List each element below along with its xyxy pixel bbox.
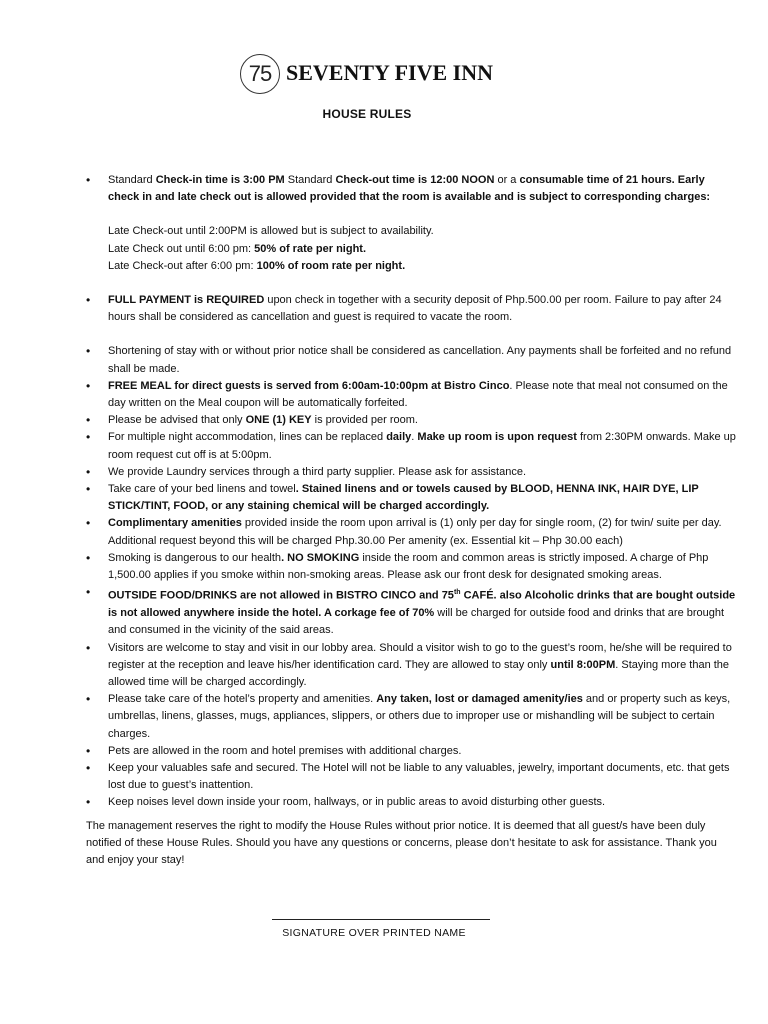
text-run: Late Check out until 6:00 pm: <box>108 242 255 255</box>
rule-text <box>108 343 738 377</box>
bold-text: consumable time of 21 hours. Early check in and late check out is allowed provided that the room is available and is subject to corresponding charges: <box>108 174 711 204</box>
rule-item <box>86 550 738 584</box>
rule-text <box>108 550 738 584</box>
brand-name: SEVENTY FIVE INN <box>286 60 494 85</box>
rule-text <box>108 640 738 692</box>
inn-logo: 75 <box>240 54 280 94</box>
text-run: Keep your valuables safe and secured. The Hotel will not be liable to any valuables, jewelry, important documents, etc. that gets lost due to guest’s inattention. <box>108 761 730 792</box>
rule-text <box>108 292 738 326</box>
rule-text <box>108 378 738 412</box>
signature-line <box>272 919 490 920</box>
rule-item <box>86 343 738 377</box>
rule-text <box>108 481 738 515</box>
text-run: from 2:30PM onwards. Make up room request cut off is at 5:00pm. <box>108 431 736 461</box>
text-run: We provide Laundry services through a third party supplier. Please ask for assistance. <box>108 465 527 478</box>
text-run: . <box>411 431 418 444</box>
text-run: Standard <box>284 174 336 186</box>
rule-text <box>108 429 738 463</box>
text-run: Late Check-out until 2:00PM is allowed but is subject to availability. <box>108 225 434 238</box>
bold-text: Check-out time is 12:00 NOON <box>335 174 495 186</box>
rule-item <box>86 292 738 326</box>
text-run: Please be advised that only <box>108 414 246 427</box>
rule-item <box>86 515 738 549</box>
text-run: Take care of your bed linens and towel <box>108 483 296 496</box>
rule-item <box>86 172 738 275</box>
bold-text: Complimentary amenities <box>108 517 242 530</box>
text-run: Shortening of stay with or without prior notice shall be considered as cancellation. Any payments shall be forfeited and no refund shall be made. <box>108 345 732 375</box>
document-title: HOUSE RULES <box>322 107 412 121</box>
text-run: or a <box>494 174 520 186</box>
closing-paragraph: The management reserves the right to modify the House Rules without prior notice. It is deemed that all guest/s have been duly notified of these House Rules. Should you have any questions or concerns, please don’t hesitate to ask for assistance. Thank you and enjoy your stay! <box>86 820 717 867</box>
bold-text: 100% of room rate per night. <box>256 259 406 272</box>
bold-text: FREE MEAL for direct guests is served from 6:00am-10:00pm at Bistro Cinco <box>108 379 510 392</box>
text-run: . Please note that meal not consumed on the day written on the Meal coupon will be automatically forfeited. <box>108 379 728 410</box>
rule-text <box>108 794 738 811</box>
rule-text <box>108 760 738 794</box>
bold-text: Make up room is upon request <box>417 431 577 444</box>
bold-text: OUTSIDE FOOD/DRINKS are not allowed in BISTRO CINCO and 75 <box>108 589 454 602</box>
late-checkout-line <box>108 241 738 258</box>
rule-item <box>86 481 738 515</box>
bold-text: Check-in time is 3:00 PM <box>155 174 285 186</box>
signature-label: SIGNATURE OVER PRINTED NAME <box>282 927 466 939</box>
text-run: For multiple night accommodation, lines can be replaced <box>108 431 387 444</box>
text-run: Visitors are welcome to stay and visit in our lobby area. Should a visitor wish to go to the guest’s room, he/she will be required to register at the reception and leave his/her identification card. They are allowed to stay only <box>108 641 732 671</box>
bold-text: th <box>453 589 461 597</box>
rules-list <box>86 172 738 812</box>
rule-item <box>86 464 738 481</box>
bold-text: CAFÉ. also Alcoholic drinks that are bought outside is not allowed anywhere inside the hotel. A corkage fee of 70% <box>108 589 736 620</box>
text-run: Keep noises level down inside your room, hallways, or in public areas to avoid disturbing other guests. <box>108 796 606 809</box>
rule-text <box>108 743 738 760</box>
bold-text: ONE (1) KEY <box>245 414 312 427</box>
text-run: Please take care of the hotel’s property and amenities. <box>108 693 377 706</box>
text-run: and or property such as keys, umbrellas, linens, glasses, mugs, appliances, slippers, or others due to improper use or mishandling will be subject to certain charges. <box>108 693 731 740</box>
text-run: Standard <box>108 174 156 186</box>
rule-item <box>86 429 738 463</box>
text-run: will be charged for outside food and drinks that are brought and consumed in the vicinity of the said areas. <box>108 607 725 637</box>
text-run: Late Check-out after 6:00 pm: <box>108 259 257 272</box>
text-run: provided inside the room upon arrival is (1) only per day for single room, (2) for twin/ suite per day. Additional request beyond this will be charged Php.30.00 Per amenity (ex. Essential kit – Php 30.00 each) <box>108 517 722 547</box>
bold-text: 50% of rate per night. <box>254 242 367 255</box>
rule-item <box>86 794 738 811</box>
text-run: is provided per room. <box>311 414 418 427</box>
rule-item <box>86 743 738 760</box>
rule-item <box>86 640 738 692</box>
rule-text <box>108 584 738 639</box>
rule-item <box>86 691 738 743</box>
rule-item <box>86 412 738 429</box>
rule-text <box>108 464 738 481</box>
header <box>240 54 540 96</box>
text-run: Pets are allowed in the room and hotel premises with additional charges. <box>108 744 462 757</box>
bold-text: . NO SMOKING <box>281 551 360 564</box>
late-checkout-details <box>108 223 738 275</box>
rule-text <box>108 691 738 743</box>
text-run: upon check in together with a security deposit of Php.500.00 per room. Failure to pay after 24 hours shall be considered as cancellation and guest is required to vacate the room. <box>108 294 722 324</box>
bold-text: . Stained linens and or towels caused by BLOOD, HENNA INK, HAIR DYE, LIP STICK/TINT, FOOD, or any staining chemical will be charged accordingly. <box>108 483 699 513</box>
rule-text <box>108 412 738 429</box>
rule-item <box>86 584 738 639</box>
text-run: . Staying more than the allowed time will be charged accordingly. <box>108 658 730 688</box>
bold-text: daily <box>386 431 412 444</box>
rule-item <box>86 760 738 794</box>
rule-item <box>86 378 738 412</box>
bold-text: until 8:00PM <box>550 658 616 671</box>
late-checkout-line <box>108 223 738 240</box>
bold-text: FULL PAYMENT is REQUIRED <box>108 294 265 307</box>
rule-text <box>108 172 738 206</box>
rule-text <box>108 515 738 549</box>
text-run: inside the room and common areas is strictly imposed. A charge of Php 1,500.00 applies if you smoke within non-smoking areas. Please ask our front desk for designated smoking areas. <box>108 551 709 582</box>
late-checkout-line <box>108 258 738 275</box>
bold-text: Any taken, lost or damaged amenity/ies <box>376 693 583 706</box>
text-run: Smoking is dangerous to our health <box>108 551 282 564</box>
